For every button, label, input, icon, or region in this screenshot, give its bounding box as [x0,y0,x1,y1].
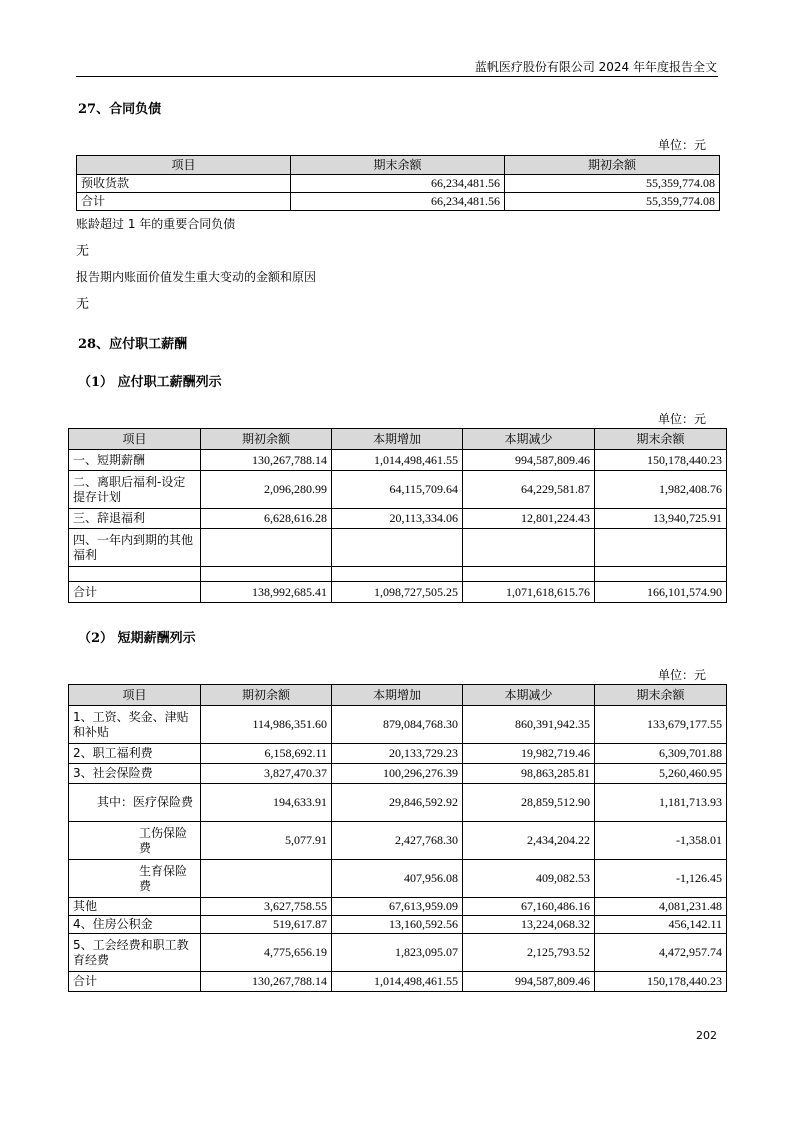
table-header-row [77,156,720,175]
cell-value: 1,071,618,615.76 [463,582,595,603]
cell-value: 860,391,942.35 [463,706,595,744]
table-row [69,764,727,784]
cell-value: 12,801,224.43 [463,509,595,529]
table-row [69,509,727,529]
column-header: 项目 [77,156,291,175]
column-header: 期末余额 [595,685,727,706]
note-none-1: 无 [76,244,90,259]
cell-value: 19,982,719.46 [463,744,595,764]
cell-value: 994,587,809.46 [463,450,595,471]
cell-value: 67,160,486.16 [463,898,595,916]
row-label: 5、工会经费和职工教育经费 [69,934,201,972]
row-label: 3、社会保险费 [69,764,201,784]
row-label: 1、工资、奖金、津贴和补贴 [69,706,201,744]
section-28-2-unit: 单位：元 [657,668,706,682]
table-row [77,175,720,193]
row-label [69,567,201,582]
cell-value: 98,863,285.81 [463,764,595,784]
cell-value: 5,260,460.95 [595,764,727,784]
cell-value [201,567,332,582]
cell-value: 4,472,957.74 [595,934,727,972]
cell-value: 5,077.91 [201,822,332,860]
cell-value: 13,224,068.32 [463,916,595,934]
row-label: 2、职工福利费 [69,744,201,764]
cell-value [332,567,463,582]
table-row [69,898,727,916]
row-label: 合计 [69,972,201,992]
cell-value: 1,181,713.93 [595,784,727,822]
table-row [69,972,727,992]
section-28-2-title: （2） 短期薪酬列示 [78,631,196,646]
note-none-2: 无 [76,297,90,312]
cell-value: 100,296,276.39 [332,764,463,784]
cell-value: 2,434,204.22 [463,822,595,860]
column-header: 期初余额 [505,156,720,175]
cell-value: 407,956.08 [332,860,463,898]
table-row [69,934,727,972]
column-header: 本期减少 [463,429,595,450]
row-label: 其他 [69,898,201,916]
section-27-unit: 单位：元 [657,138,706,152]
cell-value: 138,992,685.41 [201,582,332,603]
cell-value: 2,096,280.99 [201,471,332,509]
cell-value: 13,160,592.56 [332,916,463,934]
cell-value: 994,587,809.46 [463,972,595,992]
row-label: 工伤保险费 [69,822,201,860]
note-aging-over-one-year: 账龄超过 1 年的重要合同负债 [76,217,236,231]
column-header: 期末余额 [595,429,727,450]
cell-value: 3,827,470.37 [201,764,332,784]
table-row [69,916,727,934]
section-27-title: 27、合同负债 [78,102,162,117]
short-term-compensation-table [68,684,727,992]
cell-value: 133,679,177.55 [595,706,727,744]
cell-value [463,529,595,567]
row-label: 二、离职后福利-设定提存计划 [69,471,201,509]
table-header-row [69,685,727,706]
cell-value: 114,986,351.60 [201,706,332,744]
cell-value: 1,098,727,505.25 [332,582,463,603]
table-row [69,784,727,822]
cell-value [595,529,727,567]
table-row [69,860,727,898]
cell-value: 13,940,725.91 [595,509,727,529]
cell-value: 130,267,788.14 [201,450,332,471]
cell-value: 67,613,959.09 [332,898,463,916]
column-header: 本期增加 [332,685,463,706]
cell-value: 519,617.87 [201,916,332,934]
contract-liabilities-table [76,155,720,211]
cell-value: -1,126.45 [595,860,727,898]
cell-value: 66,234,481.56 [291,193,505,211]
cell-value: 55,359,774.08 [505,193,720,211]
page-number: 202 [696,1029,717,1042]
column-header: 期初余额 [201,685,332,706]
table-header-row [69,429,727,450]
cell-value: 20,133,729.23 [332,744,463,764]
cell-value: 1,014,498,461.55 [332,450,463,471]
row-label: 4、住房公积金 [69,916,201,934]
row-label: 生育保险费 [69,860,201,898]
column-header: 期末余额 [291,156,505,175]
cell-value: 20,113,334.06 [332,509,463,529]
table-row [69,471,727,509]
cell-value: 6,309,701.88 [595,744,727,764]
section-28-1-unit: 单位：元 [657,412,706,426]
column-header: 项目 [69,685,201,706]
cell-value: 3,627,758.55 [201,898,332,916]
section-28-title: 28、应付职工薪酬 [78,337,188,352]
employee-payable-table [68,428,727,603]
cell-value: 1,982,408.76 [595,471,727,509]
cell-value: 28,859,512.90 [463,784,595,822]
row-label: 一、短期薪酬 [69,450,201,471]
cell-value: -1,358.01 [595,822,727,860]
cell-value: 4,775,656.19 [201,934,332,972]
cell-value: 130,267,788.14 [201,972,332,992]
cell-value: 6,628,616.28 [201,509,332,529]
cell-value: 2,427,768.30 [332,822,463,860]
row-label: 合计 [77,193,291,211]
table-row [69,582,727,603]
cell-value: 1,823,095.07 [332,934,463,972]
cell-value: 6,158,692.11 [201,744,332,764]
cell-value: 1,014,498,461.55 [332,972,463,992]
cell-value [201,529,332,567]
page-header: 蓝帆医疗股份有限公司 2024 年年度报告全文 [474,60,717,74]
cell-value [332,529,463,567]
cell-value: 29,846,592.92 [332,784,463,822]
table-row [69,567,727,582]
column-header: 本期增加 [332,429,463,450]
cell-value: 150,178,440.23 [595,972,727,992]
column-header: 项目 [69,429,201,450]
table-row [77,193,720,211]
cell-value: 66,234,481.56 [291,175,505,193]
table-row [69,744,727,764]
cell-value: 194,633.91 [201,784,332,822]
row-label: 四、一年内到期的其他福利 [69,529,201,567]
header-rule [76,76,718,77]
row-label: 预收货款 [77,175,291,193]
cell-value [595,567,727,582]
table-row [69,450,727,471]
cell-value: 150,178,440.23 [595,450,727,471]
table-row [69,822,727,860]
row-label: 合计 [69,582,201,603]
table-row [69,706,727,744]
cell-value [463,567,595,582]
table-row [69,529,727,567]
row-label: 三、辞退福利 [69,509,201,529]
note-book-value-change: 报告期内账面价值发生重大变动的金额和原因 [76,270,317,284]
cell-value: 55,359,774.08 [505,175,720,193]
column-header: 本期减少 [463,685,595,706]
cell-value: 456,142.11 [595,916,727,934]
cell-value: 879,084,768.30 [332,706,463,744]
cell-value: 64,115,709.64 [332,471,463,509]
cell-value: 166,101,574.90 [595,582,727,603]
cell-value: 4,081,231.48 [595,898,727,916]
cell-value: 409,082.53 [463,860,595,898]
cell-value [201,860,332,898]
column-header: 期初余额 [201,429,332,450]
cell-value: 64,229,581.87 [463,471,595,509]
row-label: 其中：医疗保险费 [69,784,201,822]
cell-value: 2,125,793.52 [463,934,595,972]
section-28-1-title: （1） 应付职工薪酬列示 [78,375,222,390]
